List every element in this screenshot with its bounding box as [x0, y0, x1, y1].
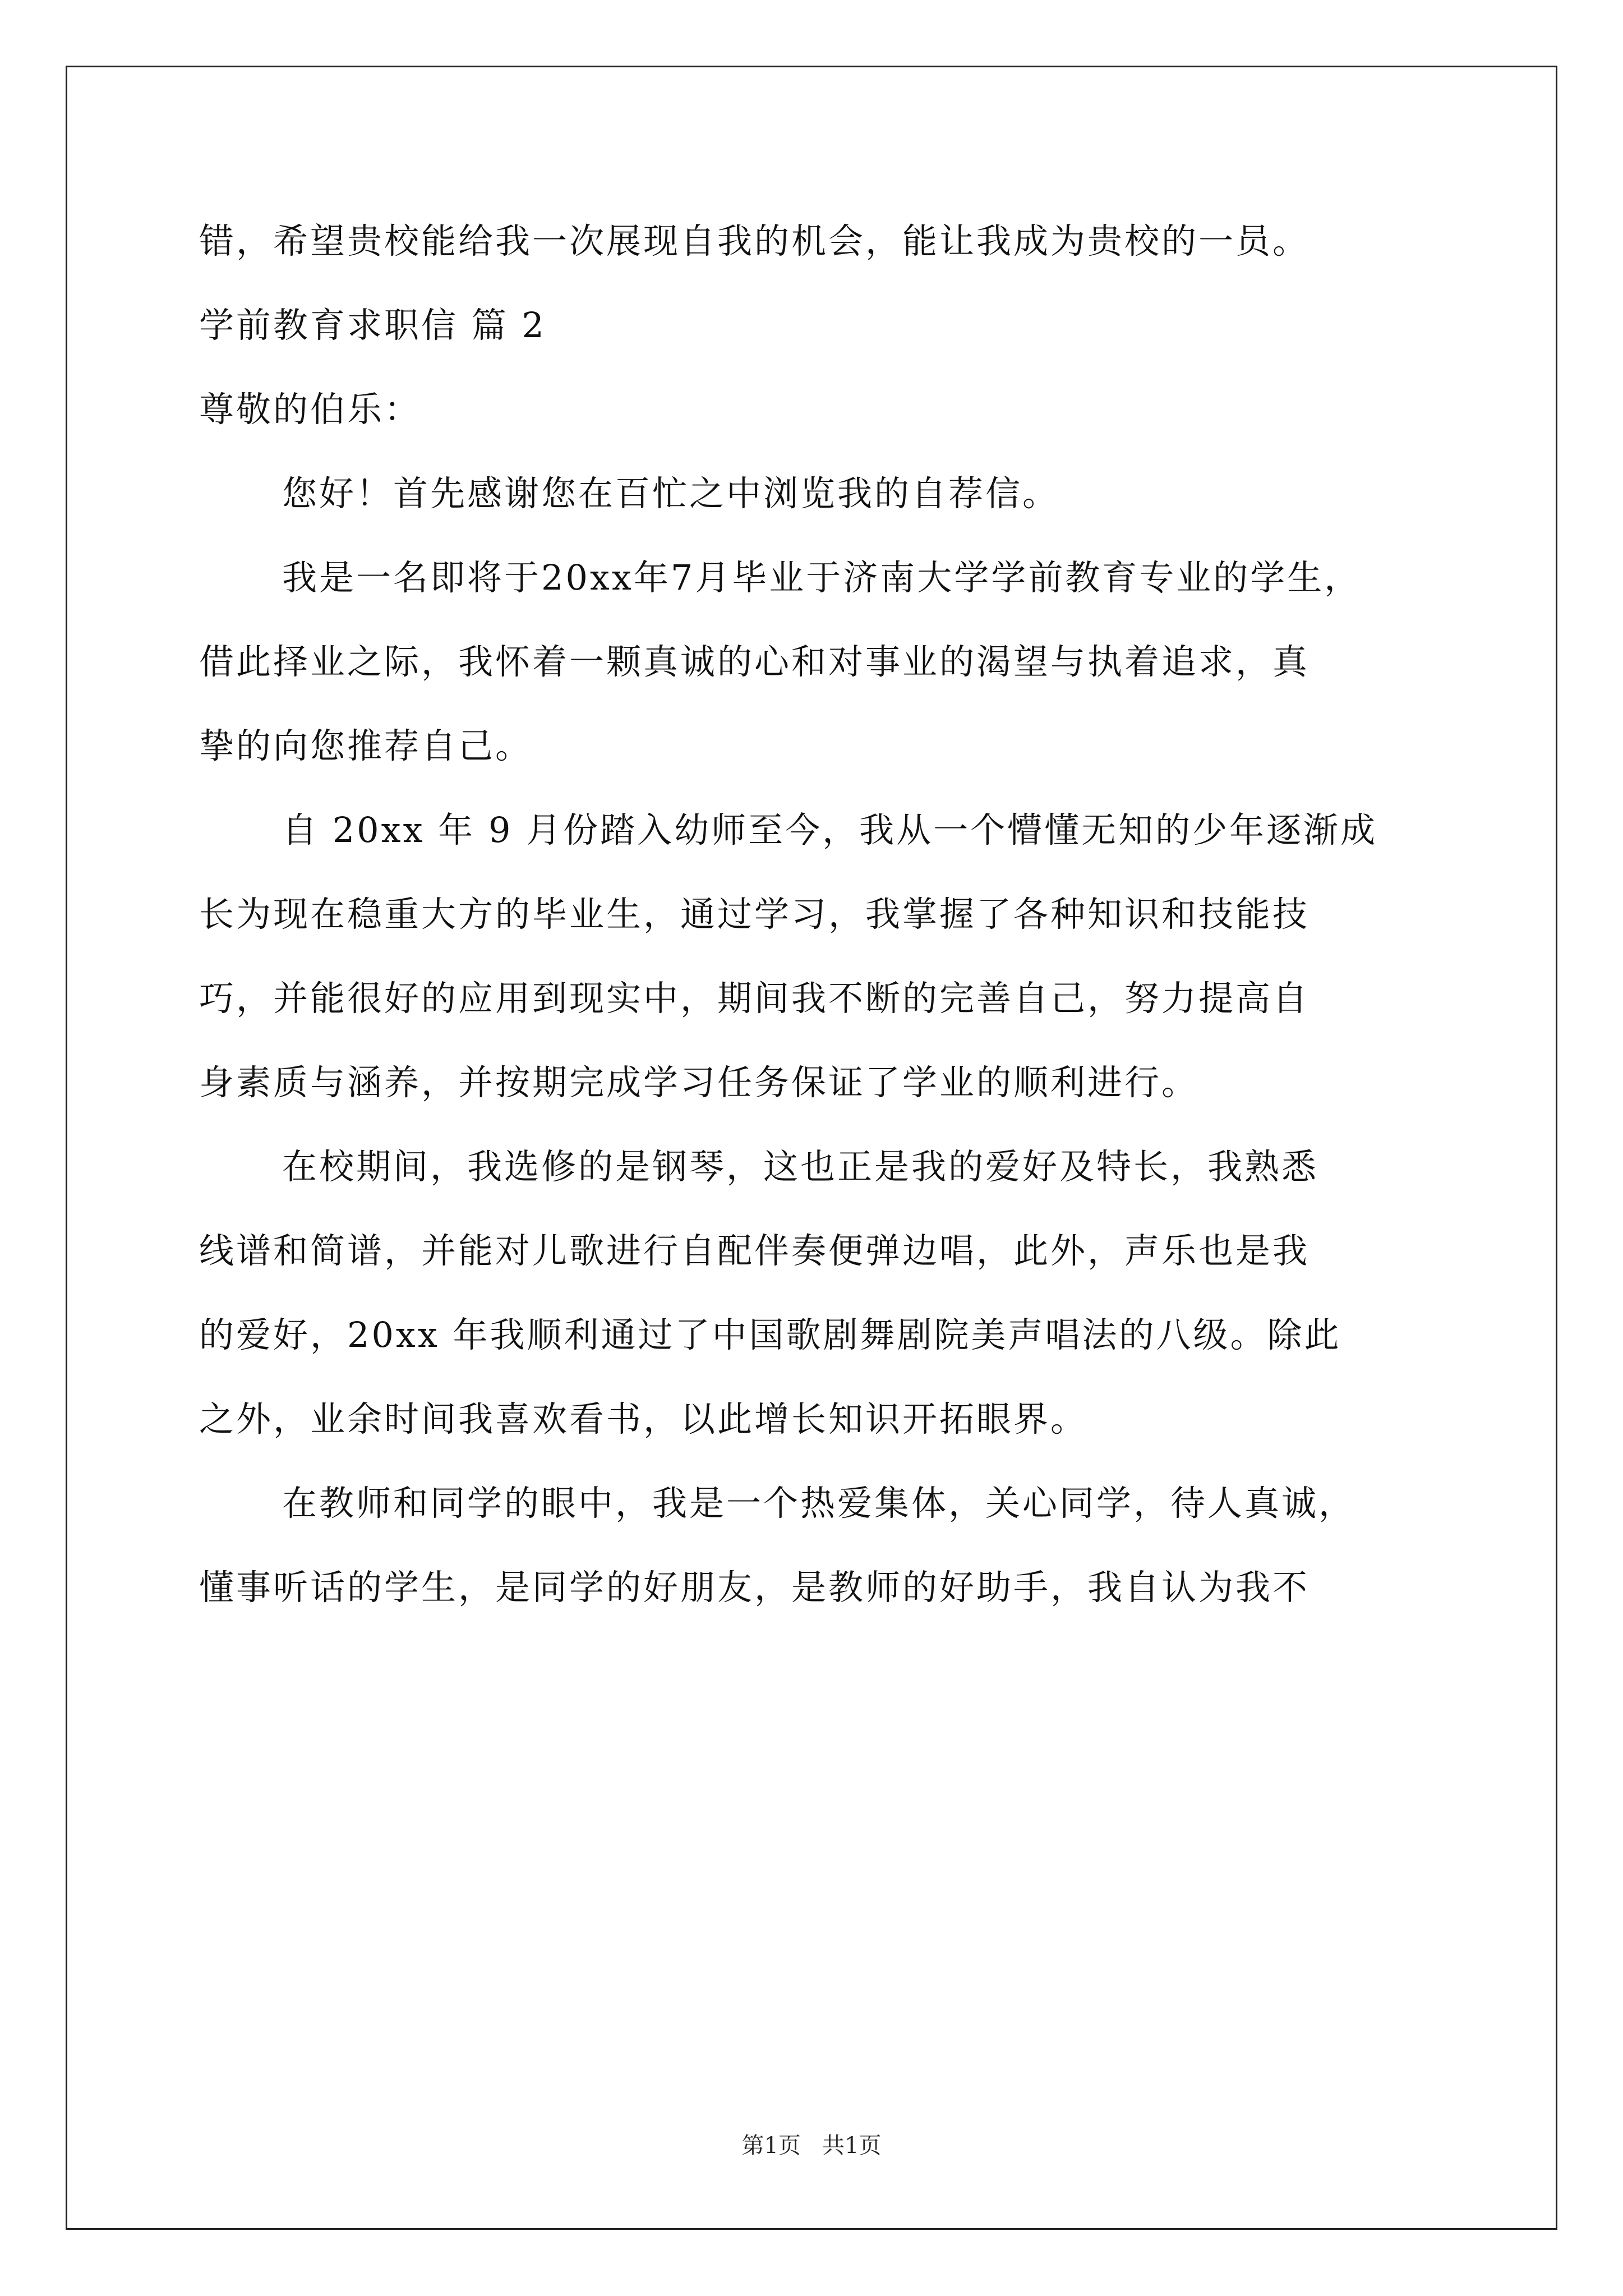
text-line: 懂事听话的学生，是同学的好朋友，是教师的好助手，我自认为我不: [199, 1567, 1310, 1608]
text-line: 长为现在稳重大方的毕业生，通过学习，我掌握了各种知识和技能技: [199, 894, 1310, 935]
text-line: 在校期间，我选修的是钢琴，这也正是我的爱好及特长，我熟悉: [282, 1146, 1319, 1187]
text-line: 之外，业余时间我喜欢看书，以此增长知识开拓眼界。: [199, 1398, 1088, 1439]
section-heading: 学前教育求职信 篇 2: [199, 305, 546, 346]
text-line: 的爱好，20xx 年我顺利通过了中国歌剧舞剧院美声唱法的八级。除此: [199, 1314, 1341, 1355]
text-line: 您好！首先感谢您在百忙之中浏览我的自荐信。: [282, 473, 1060, 514]
text-line: 我是一名即将于20xx年7月毕业于济南大学学前教育专业的学生，: [282, 557, 1362, 598]
text-line: 身素质与涵养，并按期完成学习任务保证了学业的顺利进行。: [199, 1062, 1199, 1103]
text-line: 巧，并能很好的应用到现实中，期间我不断的完善自己，努力提高自: [199, 978, 1310, 1019]
text-line: 错，希望贵校能给我一次展现自我的机会，能让我成为贵校的一员。: [199, 220, 1310, 261]
text-line: 在教师和同学的眼中，我是一个热爱集体，关心同学，待人真诚，: [282, 1483, 1356, 1524]
text-line: 自 20xx 年 9 月份踏入幼师至今，我从一个懵懂无知的少年逐渐成: [282, 809, 1378, 850]
text-line: 借此择业之际，我怀着一颗真诚的心和对事业的渴望与执着追求，真: [199, 641, 1310, 682]
text-line: 挚的向您推荐自己。: [199, 725, 533, 766]
text-line: 线谱和简谱，并能对儿歌进行自配伴奏便弹边唱，此外，声乐也是我: [199, 1230, 1310, 1271]
salutation: 尊敬的伯乐：: [199, 389, 422, 430]
document-body: [199, 199, 1427, 1630]
page-footer: 第1页 共1页: [741, 2133, 882, 2159]
